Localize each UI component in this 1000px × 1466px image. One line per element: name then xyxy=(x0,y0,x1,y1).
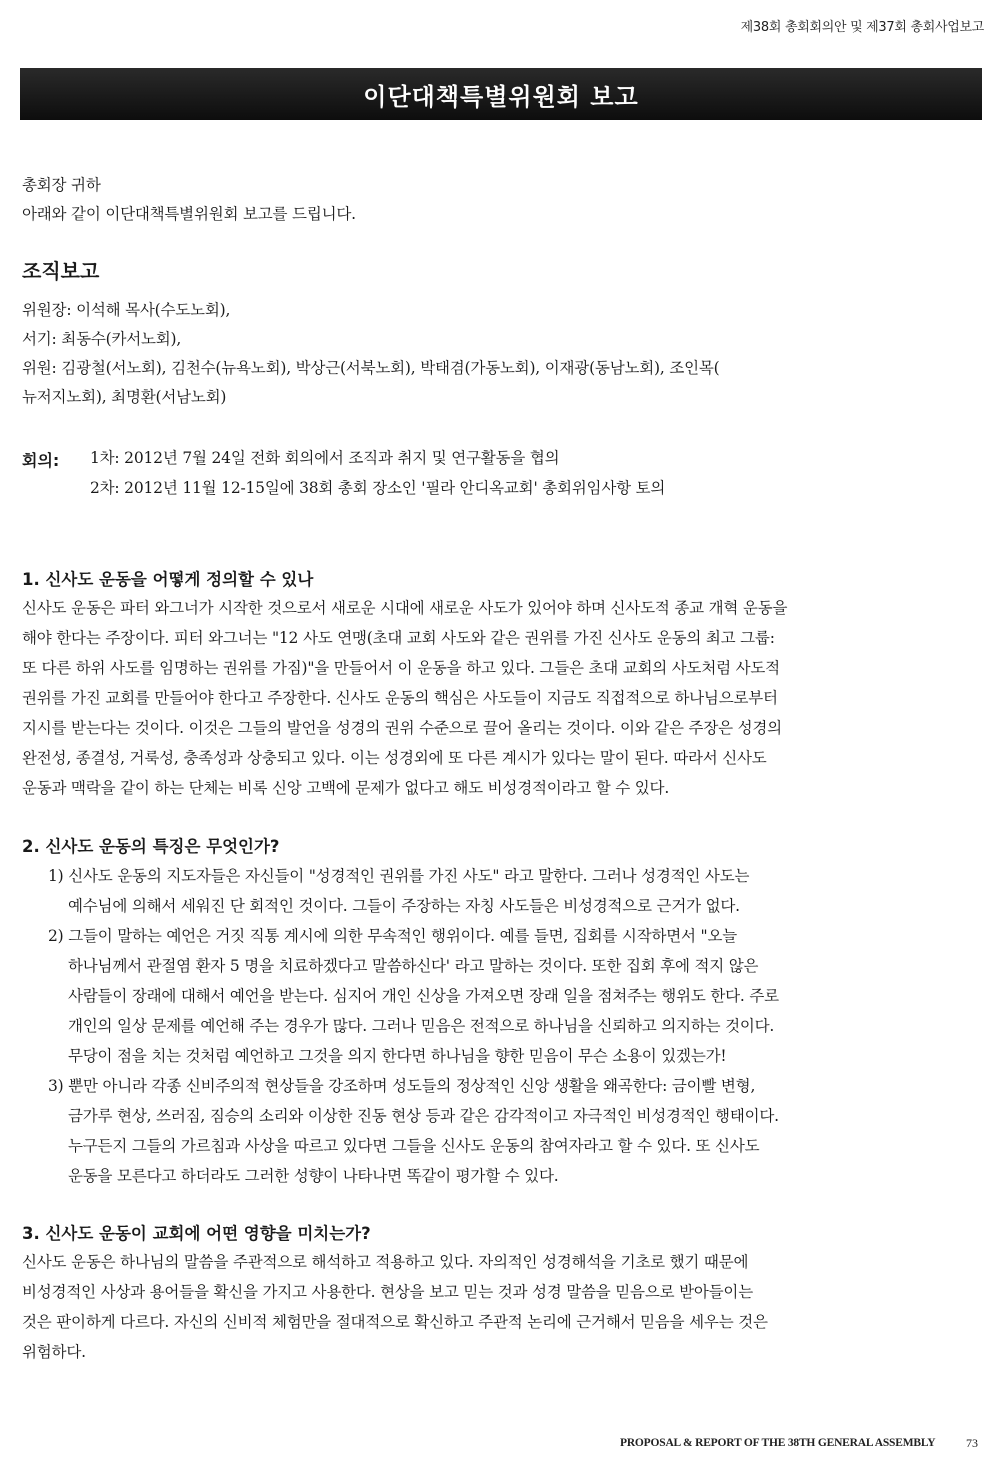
section-1-line: 또 다른 하위 사도를 임명하는 권위를 가짐)"을 만들어서 이 운동을 하고 있다. 그들은 초대 교회의 사도처럼 사도적 xyxy=(22,659,780,677)
section-1-line: 운동과 맥락을 같이 하는 단체는 비록 신앙 고백에 문제가 없다고 해도 비성경적이라고 할 수 있다. xyxy=(22,779,670,797)
section-2-line: 개인의 일상 문제를 예언해 주는 경우가 많다. 그러나 믿음은 전적으로 하나님을 신뢰하고 의지하는 것이다. xyxy=(68,1017,775,1035)
org-chair: 위원장: 이석해 목사(수도노회), xyxy=(22,301,231,319)
section-2-line: 무당이 점을 치는 것처럼 예언하고 그것을 의지 한다면 하나님을 향한 믿음이 무슨 소용이 있겠는가! xyxy=(68,1047,727,1065)
page-title: 이단대책특별위원회 보고 xyxy=(363,82,639,111)
section-1-heading: 1. 신사도 운동을 어떻게 정의할 수 있나 xyxy=(22,570,314,589)
section-1-line: 권위를 가진 교회를 만들어야 한다고 주장한다. 신사도 운동의 핵심은 사도들이 지금도 직접적으로 하나님으로부터 xyxy=(22,689,778,707)
org-members-line-2: 뉴저지노회), 최명환(서남노회) xyxy=(22,388,227,406)
section-2-line: 예수님에 의해서 세워진 단 회적인 것이다. 그들이 주장하는 자칭 사도들은 비성경적으로 근거가 없다. xyxy=(68,897,740,915)
section-3-line: 것은 판이하게 다르다. 자신의 신비적 체험만을 절대적으로 확신하고 주관적 논리에 근거해서 믿음을 세우는 것은 xyxy=(22,1313,768,1331)
section-2-line: 1) 신사도 운동의 지도자들은 자신들이 "성경적인 권위를 가진 사도" 라고 말한다. 그러나 성경적인 사도는 xyxy=(48,867,750,885)
section-2-line: 사람들이 장래에 대해서 예언을 받는다. 심지어 개인 신상을 가져오면 장래 일을 점쳐주는 행위도 한다. 주로 xyxy=(68,987,779,1005)
section-3-line: 비성경적인 사상과 용어들을 확신을 가지고 사용한다. 현상을 보고 믿는 것과 성경 말씀을 믿음으로 받아들이는 xyxy=(22,1283,753,1301)
greeting-line-1: 총회장 귀하 xyxy=(22,176,101,194)
page-number: 73 xyxy=(966,1436,978,1450)
section-2-line: 누구든지 그들의 가르침과 사상을 따르고 있다면 그들을 신사도 운동의 참여자라고 할 수 있다. 또 신사도 xyxy=(68,1137,760,1155)
section-2-line: 하나님께서 관절염 환자 5 명을 치료하겠다고 말씀하신다' 라고 말하는 것이다. 또한 집회 후에 적지 않은 xyxy=(68,957,759,975)
org-heading: 조직보고 xyxy=(22,259,100,283)
section-2-line: 운동을 모른다고 하더라도 그러한 성향이 나타나면 똑같이 평가할 수 있다. xyxy=(68,1167,559,1185)
meeting-second: 2차: 2012년 11월 12-15일에 38회 총회 장소인 '필라 안디옥교회' 총회위임사항 토의 xyxy=(90,479,666,497)
section-1-line: 지시를 받는다는 것이다. 이것은 그들의 발언을 성경의 권위 수준으로 끌어 올리는 것이다. 이와 같은 주장은 성경의 xyxy=(22,719,782,737)
section-2-line: 금가루 현상, 쓰러짐, 짐승의 소리와 이상한 진동 현상 등과 같은 감각적이고 자극적인 비성경적인 행태이다. xyxy=(68,1107,779,1125)
section-1-line: 완전성, 종결성, 거룩성, 충족성과 상충되고 있다. 이는 성경외에 또 다른 계시가 있다는 말이 된다. 따라서 신사도 xyxy=(22,749,767,767)
section-3-line: 위험하다. xyxy=(22,1343,86,1361)
section-1-line: 해야 한다는 주장이다. 피터 와그너는 "12 사도 연맹(초대 교회 사도와 같은 권위를 가진 신사도 운동의 최고 그룹: xyxy=(22,629,775,647)
org-secretary: 서기: 최동수(카서노회), xyxy=(22,330,182,348)
running-head: 제38회 총회회의안 및 제37회 총회사업보고 xyxy=(740,20,984,35)
section-2-line: 3) 뿐만 아니라 각종 신비주의적 현상들을 강조하며 성도들의 정상적인 신앙 생활을 왜곡한다: 금이빨 변형, xyxy=(48,1077,756,1095)
title-banner xyxy=(20,68,982,120)
footer-text: PROPOSAL & REPORT OF THE 38TH GENERAL ASSEMBLY xyxy=(620,1437,936,1449)
greeting-line-2: 아래와 같이 이단대책특별위원회 보고를 드립니다. xyxy=(22,205,356,223)
meeting-label: 회의: xyxy=(22,451,60,470)
section-3-heading: 3. 신사도 운동이 교회에 어떤 영향을 미치는가? xyxy=(22,1224,371,1243)
section-3-line: 신사도 운동은 하나님의 말씀을 주관적으로 해석하고 적용하고 있다. 자의적인 성경해석을 기초로 했기 때문에 xyxy=(22,1253,749,1271)
section-2-heading: 2. 신사도 운동의 특징은 무엇인가? xyxy=(22,837,280,856)
section-2-line: 2) 그들이 말하는 예언은 거짓 직통 계시에 의한 무속적인 행위이다. 예를 들면, 집회를 시작하면서 "오늘 xyxy=(48,927,737,945)
meeting-first: 1차: 2012년 7월 24일 전화 회의에서 조직과 취지 및 연구활동을 협의 xyxy=(90,449,560,467)
org-members-line-1: 위원: 김광철(서노회), 김천수(뉴욕노회), 박상근(서북노회), 박태겸(가동노회), 이재광(동남노회), 조인목( xyxy=(22,359,720,377)
section-1-line: 신사도 운동은 파터 와그너가 시작한 것으로서 새로운 시대에 새로운 사도가 있어야 하며 신사도적 종교 개혁 운동을 xyxy=(22,599,788,617)
